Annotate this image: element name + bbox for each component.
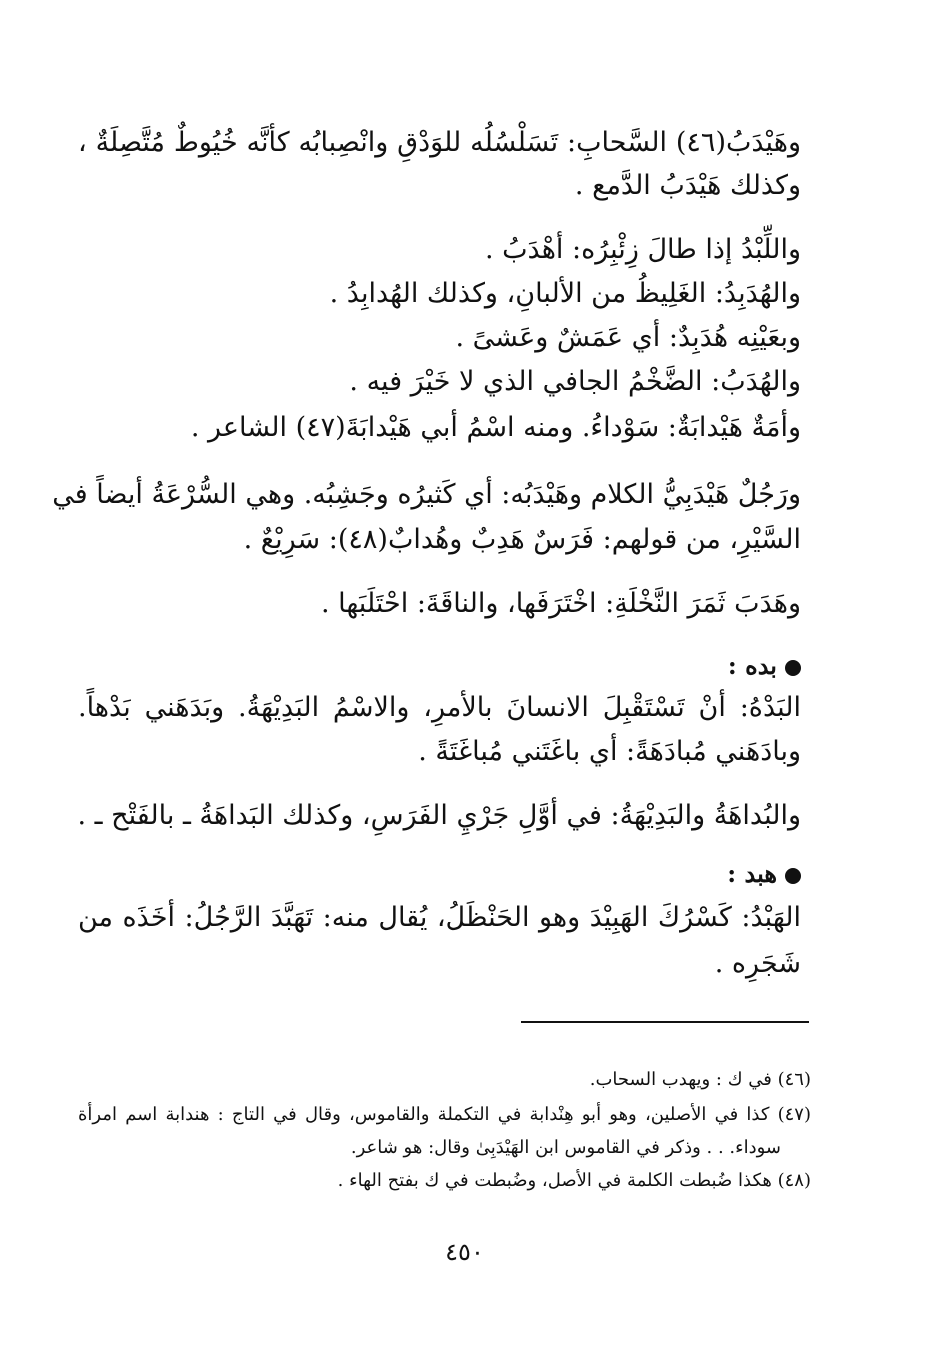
body-line: وبعَيْنِه هُدَبِدٌ: أي عَمَشٌ وعَشىً .: [455, 322, 801, 353]
footnote: (٤٧) كذا في الأصلين، وهو أبو هِنْدابة في التكملة والقاموس، وقال في التاج : هندابة اسم امرأة: [78, 1104, 811, 1125]
entry-heading: [78, 854, 801, 894]
body-line: شَجَرِه .: [714, 948, 801, 979]
entry-heading-label: هبد :: [727, 859, 777, 888]
body-line: واللِّبْدُ إذا طالَ زِئْبِرُه: أهْدَبُ .: [484, 234, 801, 265]
entry-heading-label: بده :: [727, 651, 777, 680]
entry-heading: [78, 646, 801, 686]
bullet-icon: [785, 660, 801, 676]
bullet-icon: [785, 868, 801, 884]
body-line: وأمَةٌ هَيْدابَةٌ: سَوْداءُ. ومنه اسْمُ أبي هَيْدابَةَ(٤٧) الشاعر .: [190, 412, 801, 443]
footnote: (٤٦) في ك : ويهدب السحاب.: [589, 1069, 811, 1090]
body-line: وهَدَبَ ثَمَرَ النَّخْلَةِ: اخْتَرَفَها، والناقَةَ: احْتَلَبَها .: [320, 588, 801, 619]
footnote-separator: [521, 1021, 809, 1023]
body-line: ورَجُلٌ هَيْدَبِيُّ الكلام وهَيْدَبُه: أي كَثيرُه وجَشِبُه. وهي السُّرْعَةُ أيضاً في: [52, 479, 801, 510]
footnote: سوداء. . . وذكر في القاموس ابن الهَيْدَبِىٰ وقال: هو شاعر.: [350, 1137, 781, 1158]
body-line: وبادَهَني مُبادَهَةً: أي باغَتَني مُباغَتَةً .: [418, 736, 801, 767]
footnote: (٤٨) هكذا ضُبطت الكلمة في الأصل، وضُبطت في ك بفتح الهاء .: [337, 1170, 811, 1191]
body-line: والبُداهَةُ والبَدِيْهَةُ: في أوَّلِ جَرْيِ الفَرَسِ، وكذلك البَداهَةُ ـ بالفَتْح ـ .: [77, 800, 801, 831]
body-line: البَدْهُ: أنْ تَسْتَقْبِلَ الانسانَ بالأمرِ، والاسْمُ البَدِيْهَةُ. وبَدَهَني بَدْهاً.: [78, 692, 801, 723]
body-line: وكذلك هَيْدَبُ الدَّمع .: [574, 170, 801, 201]
body-line: وهَيْدَبُ(٤٦) السَّحابِ: تَسَلْسُلُه للوَدْقِ وانْصِبابُه كأنَّه خُيُوطٌ مُتَّصِلَةٌ ،: [78, 127, 801, 158]
body-line: السَّيْرِ، من قولهم: فَرَسٌ هَدِبٌ وهُدابٌ(٤٨): سَرِيْعٌ .: [243, 524, 801, 555]
page-number: ٤٥٠: [445, 1238, 484, 1266]
body-line: والهُدَبِدُ: الغَلِيظُ من الألبانِ، وكذلك الهُدابِدُ .: [329, 278, 801, 309]
body-line: الهَبْدُ: كَسْرُكَ الهَبِيْدَ وهو الحَنْظَلُ، يُقال منه: تَهَبَّدَ الرَّجُلُ: أخَذَه من: [78, 902, 801, 933]
body-line: والهُدَبُ: الضَّخْمُ الجافي الذي لا خَيْرَ فيه .: [349, 366, 801, 397]
